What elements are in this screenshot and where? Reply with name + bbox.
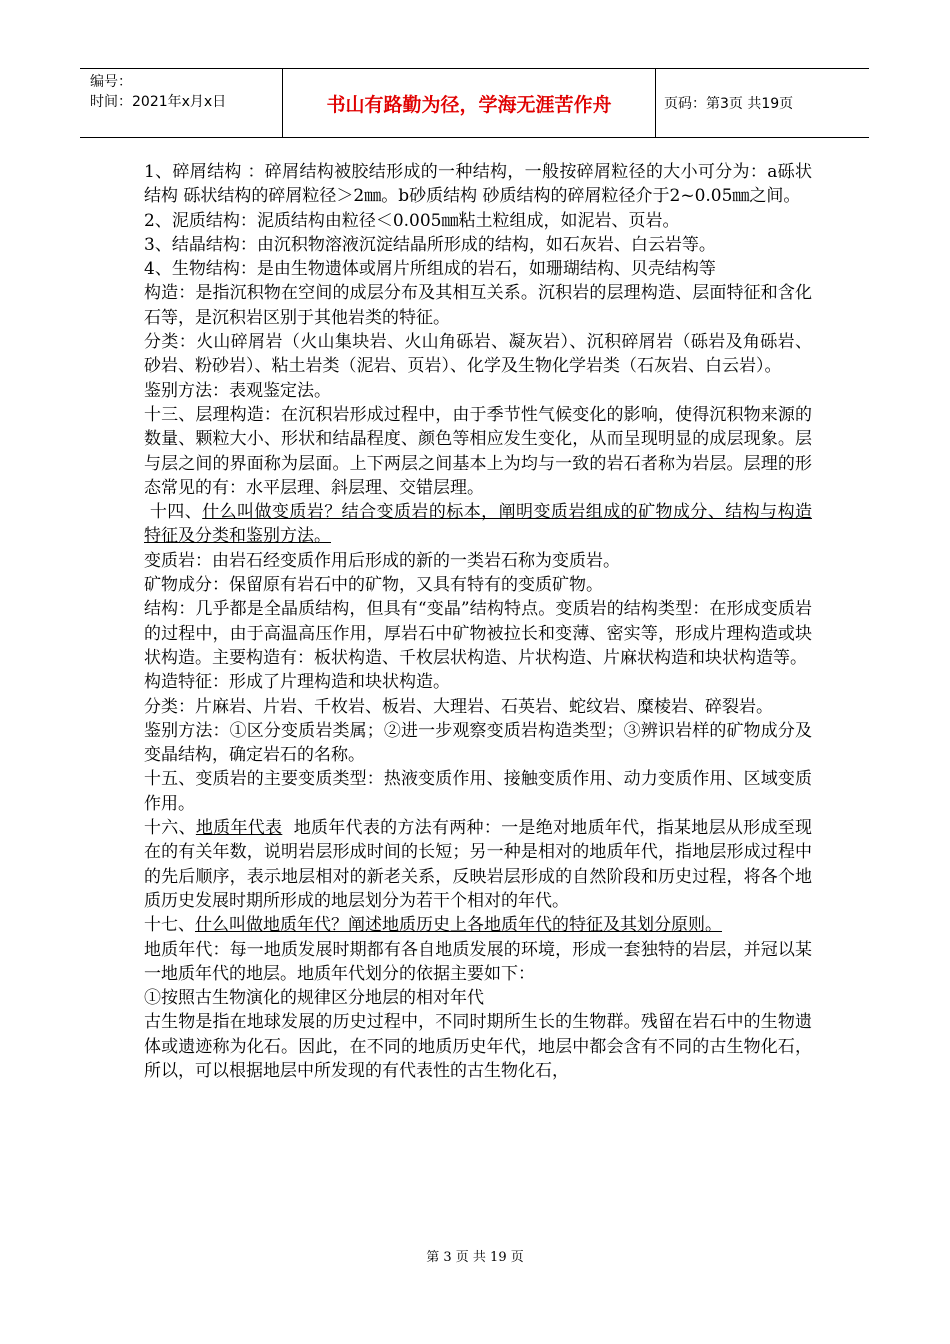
document-body <box>144 160 812 1083</box>
question-17 <box>144 913 812 937</box>
question-16 <box>144 816 812 913</box>
question-16-term: 地质年代表 <box>195 818 283 839</box>
question-16-text: 地质年代表的方法有两种：一是绝对地质年代，指某地层从形成至现在的有关年数，说明岩层形成时间的长短；另一种是相对的地质年代，指地层形成过程中的先后顺序，表示地层相对的新老关系，反映岩层形成的自然阶段和历史过程，将各个地质历史发展时期所形成的地层划分为若干个相对的年代。 <box>144 818 813 911</box>
question-17-prefix: 十七、 <box>144 915 195 936</box>
paragraph: 1、碎屑结构 ：碎屑结构被胶结形成的一种结构，一般按碎屑粒径的大小可分为：a砾状结构 砾状结构的碎屑粒径＞2㎜。b砂质结构 砂质结构的碎屑粒径介于2~0.05㎜之间。 <box>144 162 812 207</box>
paragraph: ①按照古生物演化的规律区分地层的相对年代 <box>144 988 484 1009</box>
paragraph: 构造特征：形成了片理构造和块状构造。 <box>144 672 450 693</box>
paragraph: 结构：几乎都是全晶质结构，但具有“变晶”结构特点。变质岩的结构类型：在形成变质岩的过程中，由于高温高压作用，厚岩石中矿物被拉长和变薄、密实等，形成片理构造或块状构造。主要构造有：板状构造、千枚层状构造、片状构造、片麻状构造和块状构造等。 <box>144 599 812 668</box>
paragraph: 鉴别方法：表观鉴定法。 <box>144 380 331 401</box>
page-label: 页码：第3页 共19页 <box>664 96 794 112</box>
paragraph: 古生物是指在地球发展的历史过程中，不同时期所生长的生物群。残留在岩石中的生物遗体或遗迹称为化石。因此，在不同的地质历史年代，地层中都会含有不同的古生物化石，所以，可以根据地层中所发现的有代表性的古生物化石， <box>144 1012 812 1081</box>
number-label: 编号： <box>90 74 132 90</box>
paragraph: 构造：是指沉积物在空间的成层分布及其相互关系。沉积岩的层理构造、层面特征和含化石等，是沉积岩区别于其他岩类的特征。 <box>144 283 812 328</box>
motto: 书山有路勤为径，学海无涯苦作舟 <box>283 69 656 137</box>
question-14 <box>144 500 812 549</box>
question-14-text: 什么叫做变质岩？结合变质岩的标本，阐明变质岩组成的矿物成分、结构与构造特征及分类和鉴别方法。 <box>144 502 813 547</box>
question-17-text: 什么叫做地质年代？阐述地质历史上各地质年代的特征及其划分原则。 <box>195 915 722 936</box>
paragraph: 十三、层理构造：在沉积岩形成过程中，由于季节性气候变化的影响，使得沉积物来源的数量、颗粒大小、形状和结晶程度、颜色等相应发生变化，从而呈现明显的成层现象。层与层之间的界面称为层面。上下两层之间基本上为均与一致的岩石者称为岩层。层理的形态常见的有：水平层理、斜层理、交错层理。 <box>144 404 812 498</box>
paragraph: 分类：片麻岩、片岩、千枚岩、板岩、大理岩、石英岩、蛇纹岩、糜棱岩、碎裂岩。 <box>144 696 773 717</box>
paragraph: 地质年代：每一地质发展时期都有各自地质发展的环境，形成一套独特的岩层，并冠以某一地质年代的地层。地质年代划分的依据主要如下： <box>144 939 812 984</box>
paragraph: 分类：火山碎屑岩（火山集块岩、火山角砾岩、凝灰岩）、沉积碎屑岩（砾岩及角砾岩、砂岩、粉砂岩）、粘土岩类（泥岩、页岩）、化学及生物化学岩类（石灰岩、白云岩）。 <box>144 332 812 377</box>
page-header <box>80 68 869 138</box>
question-16-prefix: 十六、 <box>144 818 196 839</box>
paragraph: 3、结晶结构：由沉积物溶液沉淀结晶所形成的结构，如石灰岩、白云岩等。 <box>144 234 716 255</box>
paragraph: 矿物成分：保留原有岩石中的矿物，又具有特有的变质矿物。 <box>144 575 603 596</box>
date-label: 时间：2021年x月x日 <box>90 94 227 110</box>
paragraph: 2、泥质结构：泥质结构由粒径＜0.005㎜粘土粒组成，如泥岩、页岩。 <box>144 210 680 231</box>
question-14-prefix: 十四、 <box>144 502 203 523</box>
paragraph: 十五、变质岩的主要变质类型：热液变质作用、接触变质作用、动力变质作用、区域变质作用。 <box>144 769 812 814</box>
paragraph: 4、生物结构：是由生物遗体或屑片所组成的岩石，如珊瑚结构、贝壳结构等 <box>144 259 716 280</box>
header-left-cell <box>80 69 283 137</box>
page-footer: 第 3 页 共 19 页 <box>426 1250 524 1265</box>
paragraph: 变质岩：由岩石经变质作用后形成的新的一类岩石称为变质岩。 <box>144 550 620 571</box>
paragraph: 鉴别方法：①区分变质岩类属；②进一步观察变质岩构造类型；③辨识岩样的矿物成分及变晶结构，确定岩石的名称。 <box>144 720 812 766</box>
